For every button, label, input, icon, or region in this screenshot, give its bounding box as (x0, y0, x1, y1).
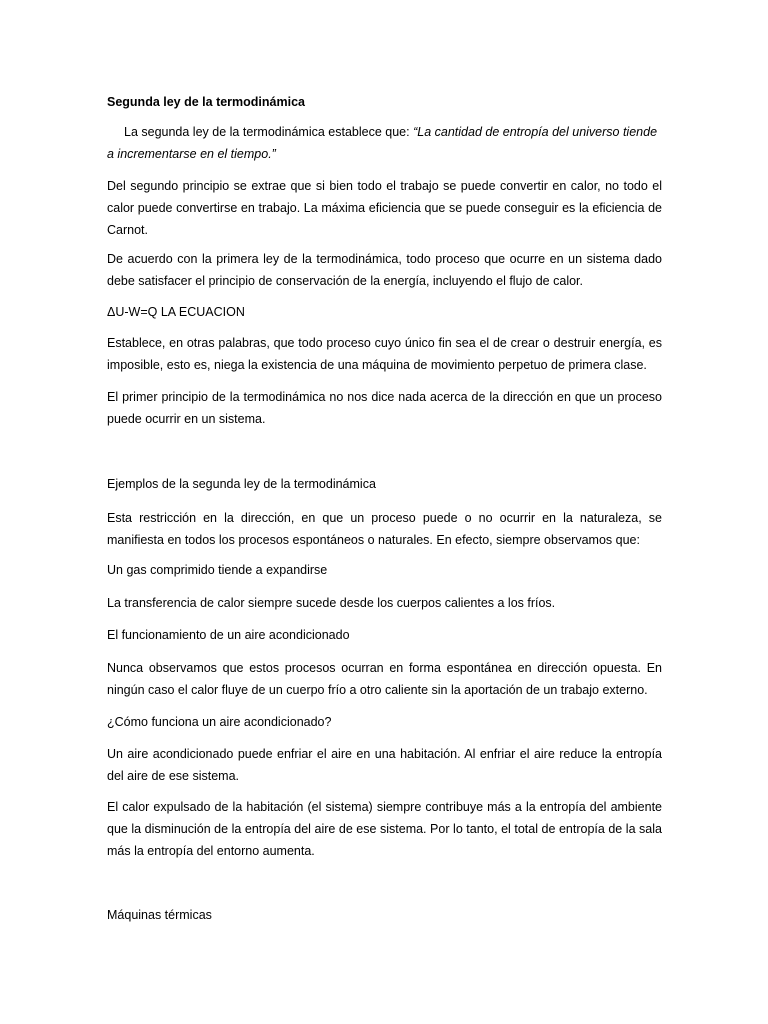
example-aire-acondicionado: El funcionamiento de un aire acondicionado (107, 628, 350, 642)
paragraph-primera-ley: De acuerdo con la primera ley de la termodinámica, todo proceso que ocurre en un sistema dado debe satisfacer el principio de conservación de la energía, incluyendo el flujo de calor. (107, 252, 662, 288)
intro-lead: La segunda ley de la termodinámica establece que: (124, 125, 410, 139)
section-heading-segunda-ley: Segunda ley de la termodinámica (107, 95, 305, 109)
equation-line: ΔU-W=Q LA ECUACION (107, 305, 245, 319)
section-heading-ejemplos: Ejemplos de la segunda ley de la termodinámica (107, 477, 376, 491)
paragraph-segundo-principio: Del segundo principio se extrae que si bien todo el trabajo se puede convertir en calor, no todo el calor puede convertirse en trabajo. La máxima eficiencia que se puede conseguir es la eficiencia de Carnot. (107, 179, 662, 237)
paragraph-primer-principio: El primer principio de la termodinámica no nos dice nada acerca de la dirección en que un proceso puede ocurrir en un sistema. (107, 390, 662, 426)
example-gas-comprimido: Un gas comprimido tiende a expandirse (107, 563, 328, 577)
document-page (107, 0, 662, 1024)
paragraph-calor-expulsado: El calor expulsado de la habitación (el sistema) siempre contribuye más a la entropía del ambiente que la disminución de la entropía del aire de ese sistema. Por lo tanto, el total de entropía de la sala más la entropía del entorno aumenta. (107, 800, 662, 858)
paragraph-restriccion: Esta restricción en la dirección, en que un proceso puede o no ocurrir en la naturaleza, se manifiesta en todos los procesos espontáneos o naturales. En efecto, siempre observamos que: (107, 511, 662, 547)
question-como-funciona: ¿Cómo funciona un aire acondicionado? (107, 715, 332, 729)
paragraph-establece: Establece, en otras palabras, que todo proceso cuyo único fin sea el de crear o destruir energía, es imposible, esto es, niega la existencia de una máquina de movimiento perpetuo de primera clase. (107, 336, 662, 372)
example-transferencia-calor: La transferencia de calor siempre sucede desde los cuerpos calientes a los fríos. (107, 596, 556, 610)
paragraph-nunca-observamos: Nunca observamos que estos procesos ocurran en forma espontánea en dirección opuesta. En ningún caso el calor fluye de un cuerpo frío a otro caliente sin la aportación de un trabajo externo. (107, 661, 662, 697)
entropy-quote: “La cantidad de entropía del universo tiende a incrementarse en el tiempo.” (107, 125, 658, 161)
paragraph-aire-enfriar: Un aire acondicionado puede enfriar el aire en una habitación. Al enfriar el aire reduce la entropía del aire de ese sistema. (107, 747, 662, 783)
section-heading-maquinas: Máquinas térmicas (107, 908, 212, 922)
intro-paragraph (107, 121, 662, 165)
